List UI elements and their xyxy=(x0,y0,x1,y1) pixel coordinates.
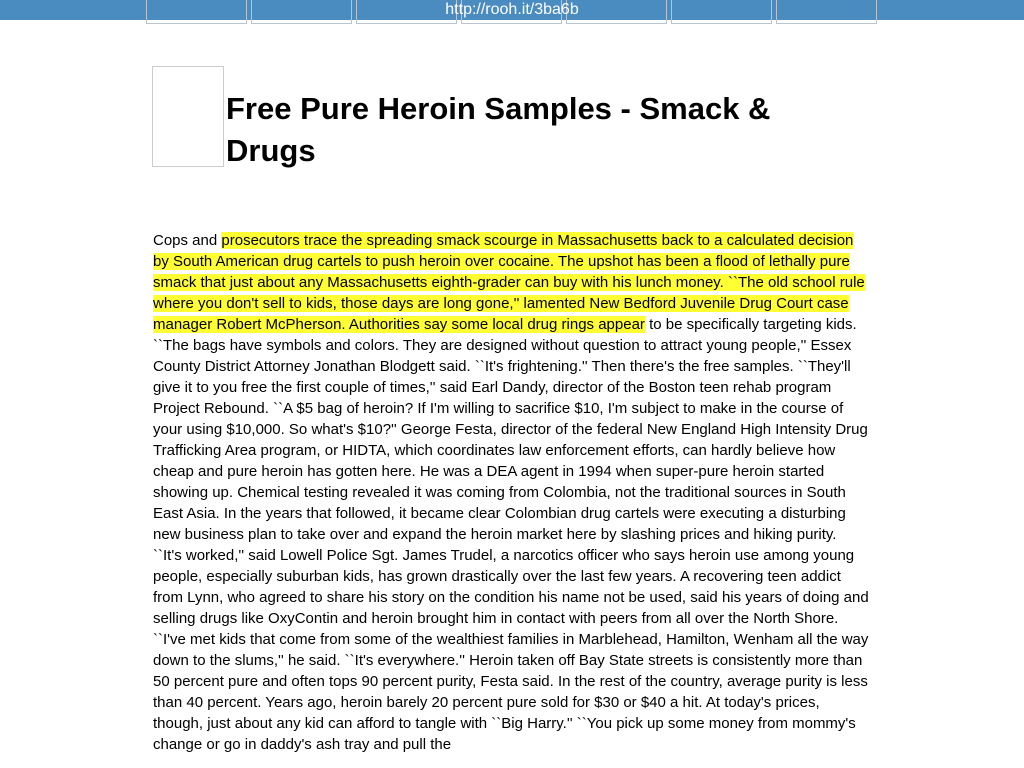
page-title: Free Pure Heroin Samples - Smack & Drugs xyxy=(226,91,771,168)
article-text-intro: Cops and xyxy=(153,232,222,249)
short-url-link[interactable]: http://rooh.it/3ba6b xyxy=(445,1,579,18)
article-body xyxy=(153,230,869,755)
article-text-rest: to be specifically targeting kids. ``The bags have symbols and colors. They are designed without question to attract young people,'' Essex County District Attorney Jonathan Blodgett said. ``It's frightening.'' Then there's the free samples. ``They'll give it to you free the first couple of times,'' said Earl Dandy, director of the Boston teen rehab program Project Rebound. ``A $5 bag of heroin? If I'm willing to sacrifice $10, I'm subject to make in the course of your using $10,000. So what's $10?'' George Festa, director of the federal New England High Intensity Drug Trafficking Area program, or HIDTA, which coordinates law enforcement efforts, can hardly believe how cheap and pure heroin has gotten here. He was a DEA agent in 1994 when super-pure heroin started showing up. Chemical testing revealed it was coming from Colombia, not the traditional sources in South East Asia. In the years that followed, it became clear Colombian drug cartels were executing a disturbing new business plan to take over and expand the heroin market here by slashing prices and hiking purity. ``It's worked,'' said Lowell Police Sgt. James Trudel, a narcotics officer who says heroin use among young people, especially suburban kids, has grown drastically over the last few years. A recovering teen addict from Lynn, who agreed to share his story on the condition his name not be used, said his years of doing and selling drugs like OxyContin and heroin brought him in contact with peers from all over the North Shore. ``I've met kids that come from some of the wealthiest families in Marblehead, Hamilton, Wenham all the way down to the slums,'' he said. ``It's everywhere.'' Heroin taken off Bay State streets is consistently more than 50 percent pure and often tops 90 percent purity, Festa said. In the rest of the country, average purity is less than 40 percent. Years ago, heroin barely 20 percent pure sold for $30 or $40 a hit. At today's prices, though, just about any kid can afford to tangle with ``Big Harry.'' ``You pick up some money from mommy's change or go in daddy's ash tray and pull the xyxy=(153,316,869,753)
article-thumbnail xyxy=(152,66,224,167)
highlighted-passage: prosecutors trace the spreading smack scourge in Massachusetts back to a calculated decision by South American drug cartels to push heroin over cocaine. The upshot has been a flood of lethally pure smack that just about any Massachusetts eighth-grader can buy with his lunch money. ``The old school rule where you don't sell to kids, those days are long gone,'' lamented New Bedford Juvenile Drug Court case manager Robert McPherson. Authorities say some local drug rings appear xyxy=(153,232,865,333)
